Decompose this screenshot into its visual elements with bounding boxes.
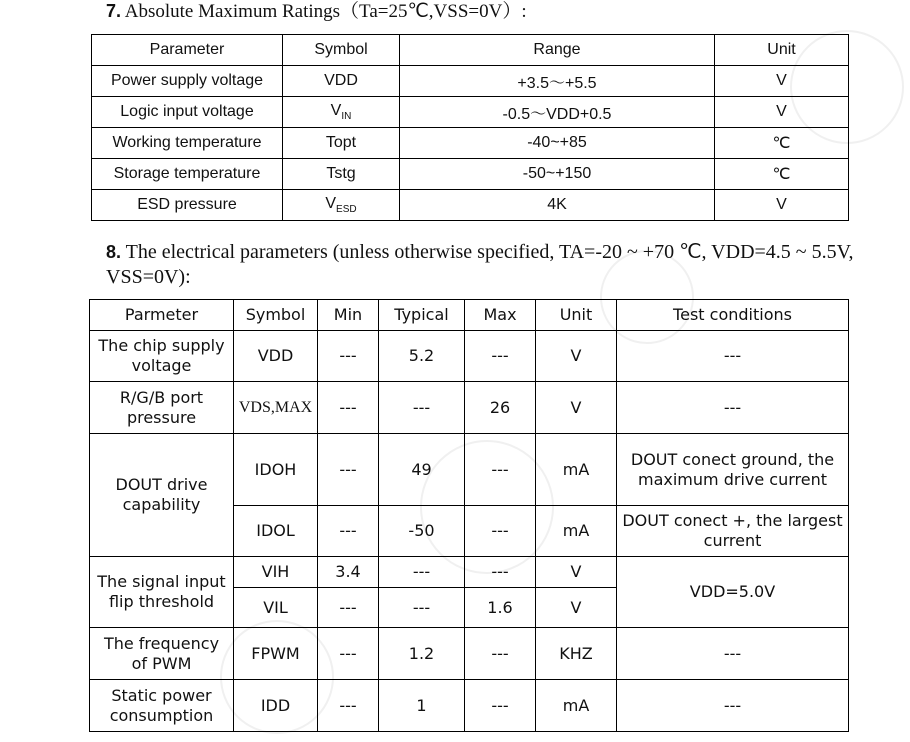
max-cell: 26 (465, 382, 536, 434)
section-number: 8. (106, 242, 122, 262)
unit-cell: mA (536, 434, 617, 506)
table-row (90, 680, 849, 732)
min-cell: --- (318, 506, 379, 557)
parameter-cell: DOUT drive capability (90, 434, 234, 557)
max-cell: 1.6 (465, 588, 536, 628)
min-cell: --- (318, 588, 379, 628)
min-cell: --- (318, 680, 379, 732)
parameter-cell: The signal input flip threshold (90, 557, 234, 628)
header-cell: Symbol (234, 300, 318, 331)
unit-cell: ℃ (715, 159, 849, 190)
table-header-row (90, 300, 849, 331)
table-row (90, 434, 849, 506)
range-cell: -50~+150 (400, 159, 715, 190)
test-conditions-cell: --- (617, 382, 849, 434)
symbol-text: Tstg (326, 165, 356, 182)
table-row (90, 331, 849, 382)
typical-cell: -50 (379, 506, 465, 557)
range-cell: 4K (400, 190, 715, 221)
min-cell: --- (318, 434, 379, 506)
symbol-cell (283, 66, 400, 97)
parameter-cell: R/G/B port pressure (90, 382, 234, 434)
table-row (90, 557, 849, 588)
header-cell: Symbol (283, 35, 400, 66)
max-cell: --- (465, 331, 536, 382)
table-row (92, 97, 849, 128)
min-cell: --- (318, 628, 379, 680)
parameter-cell: The chip supply voltage (90, 331, 234, 382)
unit-cell: V (536, 557, 617, 588)
symbol-text: V (330, 101, 342, 119)
header-cell: Parmeter (90, 300, 234, 331)
section-title: The electrical parameters (unless otherwise specified, TA=-20 ~ +70 ℃, VDD=4.5 ~ 5.5V, VSS=0V): (106, 241, 854, 288)
unit-cell: KHZ (536, 628, 617, 680)
unit-cell: V (715, 66, 849, 97)
max-cell: --- (465, 557, 536, 588)
parameter-cell: Power supply voltage (92, 66, 283, 97)
unit-cell: V (536, 382, 617, 434)
test-conditions-cell: --- (617, 331, 849, 382)
header-cell: Unit (715, 35, 849, 66)
unit-cell: V (536, 588, 617, 628)
symbol-subscript: ESD (336, 204, 357, 216)
parameter-cell: ESD pressure (92, 190, 283, 221)
header-cell: Typical (379, 300, 465, 331)
test-conditions-cell: VDD=5.0V (617, 557, 849, 628)
symbol-cell: FPWM (234, 628, 318, 680)
symbol-cell: IDOH (234, 434, 318, 506)
table-header-row (92, 35, 849, 66)
typical-cell: 49 (379, 434, 465, 506)
symbol-cell: VIL (234, 588, 318, 628)
header-cell: Parameter (92, 35, 283, 66)
parameter-cell: The frequency of PWM (90, 628, 234, 680)
symbol-subscript: IN (341, 111, 352, 123)
unit-cell: V (536, 331, 617, 382)
typical-cell: 1.2 (379, 628, 465, 680)
symbol-text: Topt (325, 134, 357, 151)
typical-cell: 5.2 (379, 331, 465, 382)
max-cell: --- (465, 628, 536, 680)
section-8-heading (106, 240, 866, 290)
typical-cell: --- (379, 588, 465, 628)
unit-cell: mA (536, 506, 617, 557)
typical-cell: --- (379, 557, 465, 588)
section-number: 7. (106, 1, 122, 21)
range-cell: +3.5～+5.5 (400, 66, 715, 97)
test-conditions-cell: DOUT conect ground, the maximum drive current (617, 434, 849, 506)
unit-cell: ℃ (715, 128, 849, 159)
unit-cell: V (715, 97, 849, 128)
symbol-cell: VDD (234, 331, 318, 382)
parameter-cell: Logic input voltage (92, 97, 283, 128)
test-conditions-cell: --- (617, 628, 849, 680)
unit-cell: V (715, 190, 849, 221)
parameter-cell: Storage temperature (92, 159, 283, 190)
range-cell: -0.5～VDD+0.5 (400, 97, 715, 128)
symbol-cell: VIH (234, 557, 318, 588)
table-row (90, 382, 849, 434)
symbol-cell (283, 190, 400, 221)
symbol-text: VDD (324, 72, 358, 89)
min-cell: --- (318, 382, 379, 434)
symbol-text: V (325, 194, 337, 212)
parameter-cell: Static power consumption (90, 680, 234, 732)
test-conditions-cell: DOUT conect +, the largest current (617, 506, 849, 557)
max-cell: --- (465, 506, 536, 557)
min-cell: 3.4 (318, 557, 379, 588)
table-row (92, 66, 849, 97)
symbol-cell (283, 159, 400, 190)
table-row (92, 128, 849, 159)
min-cell: --- (318, 331, 379, 382)
symbol-cell: VDS,MAX (234, 382, 318, 434)
typical-cell: --- (379, 382, 465, 434)
test-conditions-cell: --- (617, 680, 849, 732)
symbol-cell: IDOL (234, 506, 318, 557)
table-row (90, 628, 849, 680)
header-cell: Min (318, 300, 379, 331)
symbol-cell (283, 97, 400, 128)
header-cell: Range (400, 35, 715, 66)
range-cell: -40~+85 (400, 128, 715, 159)
absolute-max-ratings-table (91, 34, 849, 221)
section-title: Absolute Maximum Ratings（Ta=25℃,VSS=0V）: (124, 1, 527, 22)
symbol-cell: IDD (234, 680, 318, 732)
typical-cell: 1 (379, 680, 465, 732)
electrical-parameters-table (89, 299, 849, 732)
table-row (92, 159, 849, 190)
max-cell: --- (465, 680, 536, 732)
parameter-cell: Working temperature (92, 128, 283, 159)
max-cell: --- (465, 434, 536, 506)
symbol-cell (283, 128, 400, 159)
header-cell: Test conditions (617, 300, 849, 331)
unit-cell: mA (536, 680, 617, 732)
header-cell: Unit (536, 300, 617, 331)
table-row (92, 190, 849, 221)
section-7-heading (106, 0, 527, 23)
header-cell: Max (465, 300, 536, 331)
